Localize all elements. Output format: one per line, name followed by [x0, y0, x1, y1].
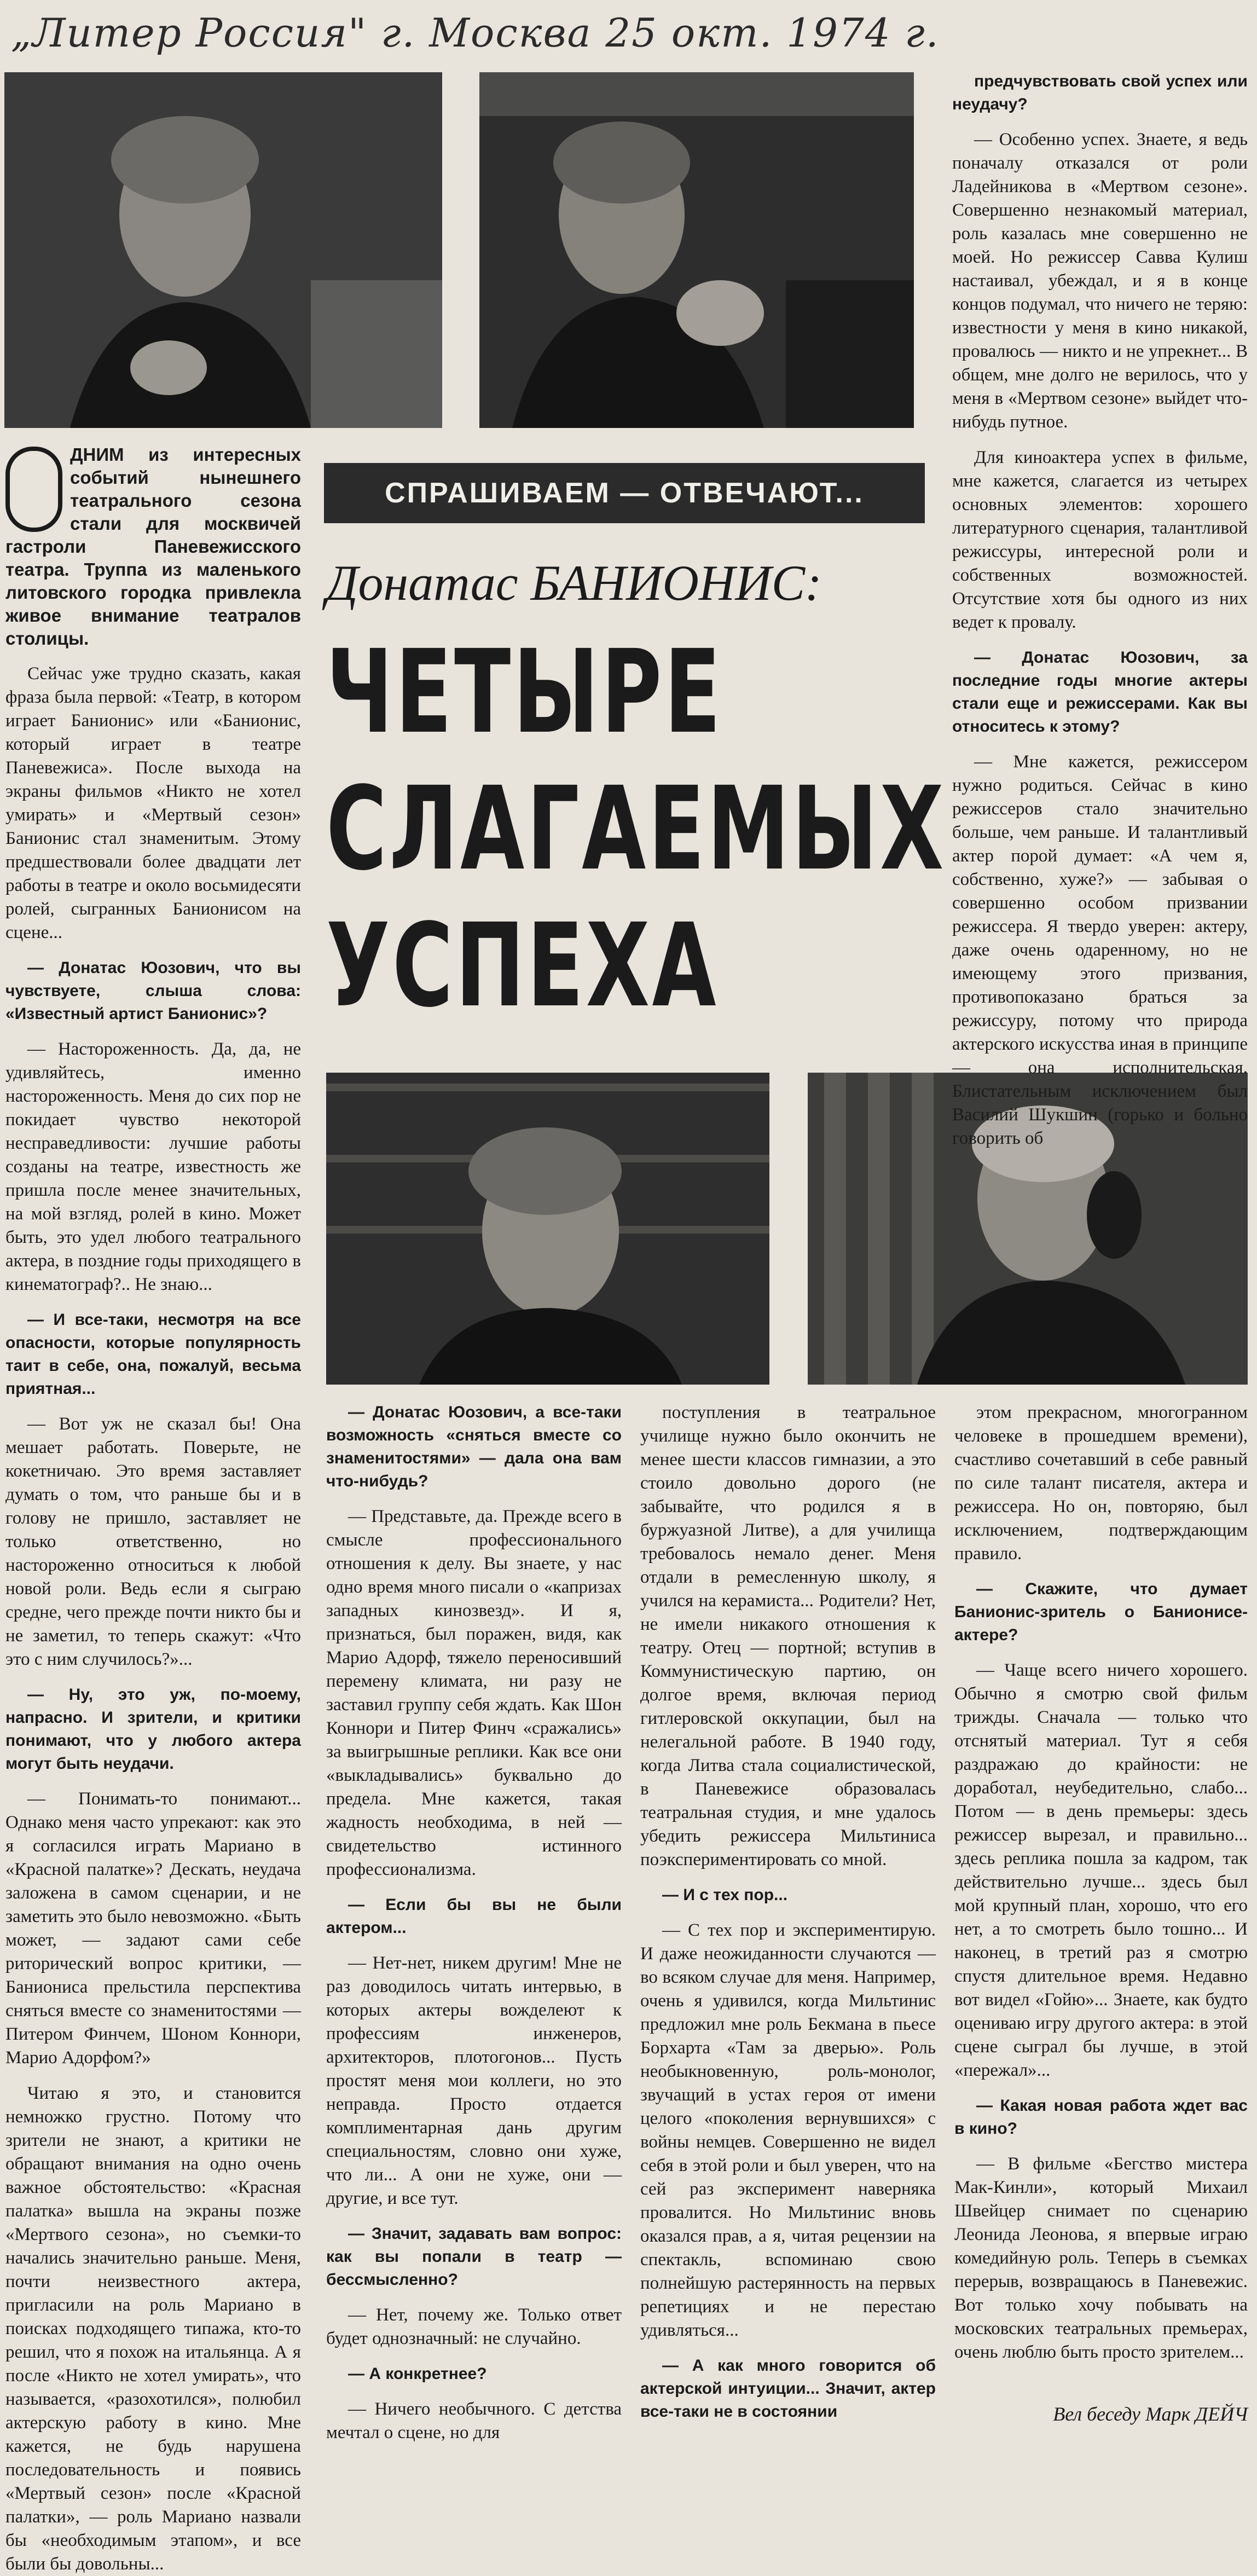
answer-paragraph: — Чаще всего ничего хорошего. Обычно я смотрю свой фильм трижды. Сначала — только что отснятый материал. Тут я себя раздражаю до крайности: не доработал, неубедительно, слабо... Потом — в день премьеры: здесь режиссер вырезал, и правильно... здесь реплика пошла за кадром, так действительно лучше... здесь был мой крупный план, хорошо, что его нет, а то смотреть было тошно... И наконец, в третий раз я смотрю спустя длительное время. Недавно вот видел «Гойю»... Знаете, как будто оцениваю игру другого актера: в этой сцене сыграл бы лучше, в этой «пережал»... — [954, 1660, 1248, 2080]
answer-paragraph: — Представьте, да. Прежде всего в смысле профессионального отношения к делу. Вы знаете, у нас одно время много писали о «капризах западных кинозвезд». И я, признаться, был поражен, видя, как Марио Адорф, тяжело переносивший перемену климата, ни разу не заставил группу себя ждать. Как Шон Коннори и Питер Финч «сражались» за выигрышные реплики. Как все они «выкладывались» буквально до предела. Мне кажется, такая жадность необходима, в ней — свидетельство истинного профессионализма. — [326, 1507, 622, 1879]
column-3 — [640, 1401, 936, 2452]
question-paragraph: — Донатас Юозович, что вы чувствуете, слыша слова: «Известный артист Банионис»? — [5, 959, 301, 1023]
answer-paragraph: — Мне кажется, режиссером нужно родиться. Сейчас в кино режиссеров стало значительно больше, чем раньше. И талантливый актер порой думает: «А чем я, собственно, хуже?» — забывая о совершенно особом призвании режиссера. Я твердо уверен: актеру, даже очень одаренному, но не имеющему этого призвания, противопоказано браться за режиссуру, потому что природа актерского искусства иная в принципе — она исполнительская. Блистательным исключением был Василий Шукшин (горько и больно говорить об — [952, 752, 1248, 1148]
handwritten-source-note: „Литер Россия" г. Москва 25 окт. 1974 г. — [11, 10, 940, 56]
headline-line: УСПЕХА — [326, 899, 719, 1033]
question-paragraph: — А конкретнее? — [348, 2365, 487, 2383]
byline: Вел беседу Марк ДЕЙЧ — [1053, 2403, 1248, 2425]
question-paragraph: — И с тех пор... — [662, 1886, 788, 1904]
answer-paragraph: — Ничего необычного. С детства мечтал о сцене, но для — [326, 2399, 622, 2442]
question-paragraph: — Донатас Юозович, за последние годы многие актеры стали еще и режиссерами. Как вы относитесь к этому? — [952, 649, 1248, 736]
photo-portrait-gesturing — [479, 72, 914, 428]
question-paragraph: — Если бы вы не были актером... — [326, 1896, 622, 1937]
answer-paragraph: — Нет-нет, никем другим! Мне не раз доводилось читать интервью, в которых актеры вожделеют к профессиям инженеров, архитекторов, плотогонов... Пусть простят меня мои коллеги, но это неправда. Просто отдается комплиментарная дань другим специальностям, словно они хуже, что ли... А они не хуже, они — другие, и все тут. — [326, 1953, 622, 2208]
col1-body — [5, 662, 301, 2576]
answer-paragraph: поступления в театральное училище нужно было окончить не менее шести классов гимназии, а это стоило довольно дорого (не забывайте, что родился я в буржуазной Литве), а для училища требовалось немало денег. Меня отдали в ремесленную школу, я учился на керамиста... Родители? Нет, не имели никакого отношения к театру. Отец — портной; вступив в Коммунистическую партию, он долгое время, включая период гитлеровской оккупации, был на нелегальной работе. В 1940 году, когда Литва стала социалистической, в Паневежисе образовалась театральная студия, и мне удалось убедить режиссера Мильтиниса поэкспериментировать со мной. — [640, 1403, 936, 1869]
lead-text: ДНИМ из интересных событий нынешнего театрального сезона стали для москвичей гастроли Паневежисского театра. Труппа из маленького литовского городка привлекла живое внимание театралов столицы. — [5, 444, 301, 649]
column-4-top — [952, 70, 1248, 1148]
question-paragraph: — Значит, задавать вам вопрос: как вы попали в театр — бессмысленно? — [326, 2225, 622, 2289]
question-paragraph: — Скажите, что думает Банионис-зритель о Банионисе-актере? — [954, 1580, 1248, 1644]
answer-paragraph: — В фильме «Бегство мистера Мак-Кинли», который Михаил Швейцер снимает по сценарию Леонида Леонова, я впервые играю комедийную роль. Теперь в съемках перерыв, возвращаюсь в Паневежис. Вот только хочу побывать на московских театральных премьерах, очень люблю быть просто зрителем... — [954, 2154, 1248, 2362]
photo-portrait-bookshelf — [326, 1073, 769, 1385]
answer-paragraph: — Нет, почему же. Только ответ будет однозначный: не случайно. — [326, 2305, 622, 2348]
answer-paragraph: — Настороженность. Да, да, не удивляйтесь, именно настороженность. Меня до сих пор не покидает чувство некоторой несправедливости: лучшие работы созданы на театре, известность же пришла после менее значительных, на мой взгляд, ролей в кино. Может быть, это удел любого театрального актера, в поздние годы приходящего в кинематограф?.. Не знаю... — [5, 1039, 301, 1294]
question-paragraph: — Донатас Юозович, а все-таки возможность «сняться вместе со знаменитостями» — дала она вам что-нибудь? — [326, 1403, 622, 1490]
photo-portrait-hand-chin — [4, 72, 442, 428]
headline-line: СЛАГАЕМЫХ — [326, 762, 946, 896]
rubric-banner: СПРАШИВАЕМ — ОТВЕЧАЮТ... — [324, 463, 925, 523]
answer-paragraph: — Особенно успех. Знаете, я ведь поначалу отказался от роли Ладейникова в «Мертвом сезоне». Совершенно незнакомый материал, роль казалась мне совершенно не моей. Но режиссер Савва Кулиш настаивал, убеждал, и я в конце концов подумал, что ничего не теряю: известности у меня в кино никакой, провалюсь — никто и не упрекнет... В общем, мне долго не верилось, что у меня в «Мертвом сезоне» выйдет что-нибудь путное. — [952, 130, 1248, 432]
question-paragraph: предчувствовать свой успех или неудачу? — [952, 72, 1248, 113]
column-4-bottom — [954, 1401, 1248, 2397]
answer-paragraph: — С тех пор и экспериментирую. И даже неожиданности случаются — во всяком случае для меня. Например, очень я удивился, когда Мильтинис предложил мне роль Бекмана в пьесе Борхарта «Там за дверью». Роль необыкновенную, роль-монолог, звучащий в устах героя от имени целого «поколения вернувшихся» с войны немцев. Совершенно не видел себя в этой роли и был уверен, что на сей раз эксперимент наверняка провалится. Но Мильтинис вновь оказался прав, а я, читая рецензии на спектакль, вспоминаю свою полнейшую растерянность на первых репетициях и не перестаю удивляться... — [640, 1920, 936, 2340]
question-paragraph: — И все-таки, несмотря на все опасности, которые популярность таит в себе, она, пожалуй, весьма приятная... — [5, 1311, 301, 1398]
question-paragraph: — Какая новая работа ждет вас в кино? — [954, 2097, 1248, 2138]
dropcap-letter-o — [5, 447, 62, 532]
headline — [326, 624, 946, 1034]
answer-paragraph: — Вот уж не сказал бы! Она мешает работать. Поверьте, не кокетничаю. Это время заставляет думать о том, что раньше бы и в голову не пришло, заставляет не только ответственно, но настороженно относиться к любой новой роли. Ведь если я сыграю средне, чего прежде почти никто бы и не заметил, то теперь скажут: «Что это с ним случилось?»... — [5, 1414, 301, 1669]
column-2 — [326, 1401, 622, 2452]
answer-paragraph: Читаю я это, и становится немножко грустно. Потому что зрители не знают, а критики не обращают внимания на одно очень важное обстоятельство: «Красная палатка» вышла на экраны позже «Мертвого сезона», но съемки-то начались значительно раньше. Меня, почти неизвестного актера, пригласили на роль Мариано в поисках подходящего типажа, кто-то решил, что я похож на итальянца. А я после «Никто не хотел умирать», что называется, «разохотился», полюбил актерскую работу в кино. Мне кажется, не будь нарушена последовательность и появись «Мертвый сезон» после «Красной палатки», — роль Мариано назвали бы «необходимым этапом», и все были бы довольны... — [5, 2083, 301, 2574]
question-paragraph: — А как много говорится об актерской интуиции... Значит, актер все-таки не в состоянии — [640, 2357, 936, 2421]
column-1 — [5, 443, 301, 2574]
lead-paragraph — [5, 443, 301, 650]
author-line: Донатас БАНИОНИС: — [326, 555, 822, 611]
answer-paragraph: Для киноактера успех в фильме, мне кажется, слагается из четырех основных элементов: хорошего литературного сценария, талантливой режиссуры, интересной роли и собственных возможностей. Отсутствие хотя бы одного из них ведет к провалу. — [952, 448, 1248, 632]
question-paragraph: — Ну, это уж, по-моему, напрасно. И зрители, и критики понимают, что у любого актера могут быть неудачи. — [5, 1686, 301, 1773]
answer-paragraph: — Понимать-то понимают... Однако меня часто упрекают: как это я согласился играть Мариано в «Красной палатке»? Дескать, неудача заложена в самом сценарии, и не заметить это было невозможно. «Быть может, — задают сами себе риторический вопрос критики, — Баниониса прельстила перспектива сняться вместе со знаменитостями — Питером Финчем, Шоном Коннори, Марио Адорфом?» — [5, 1789, 301, 2068]
headline-line: ЧЕТЫРЕ — [326, 625, 723, 759]
answer-paragraph: этом прекрасном, многогранном человеке в прошедшем времени), счастливо сочетавший в себе равный по силе талант писателя, актера и режиссера. Но он, повторяю, был исключением, подтверждающим правило. — [954, 1403, 1248, 1564]
answer-paragraph: Сейчас уже трудно сказать, какая фраза была первой: «Театр, в котором играет Банионис» или «Банионис, который играет в театре Паневежиса». После выхода на экраны фильмов «Никто не хотел умирать» и «Мертвый сезон» Банионис стал знаменитым. Этому предшествовали более двадцати лет работы в театре и около восьмидесяти ролей, сыгранных Банионисом на сцене... — [5, 664, 301, 942]
